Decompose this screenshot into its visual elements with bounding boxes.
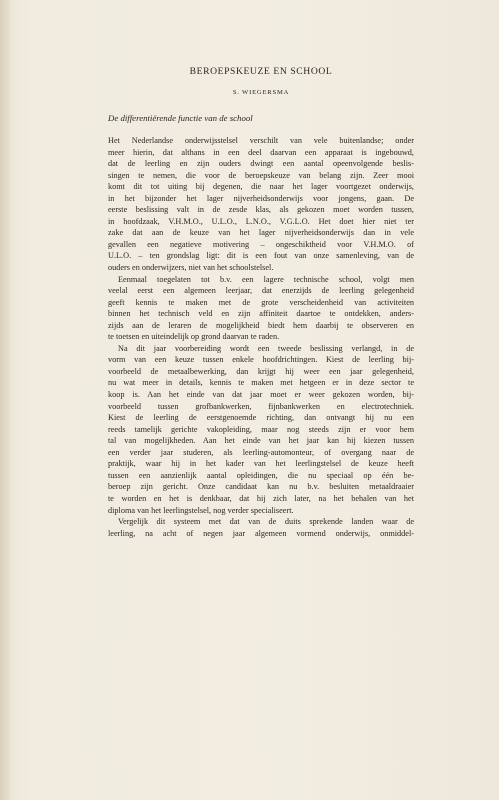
text-line: U.L.O. – ten grondslag ligt: dit is een fout van onze samenleving, van de	[108, 251, 414, 261]
text-line: reeds tamelijk gerichte vakopleiding, maar nog steeds zijn er voor hem	[108, 424, 414, 434]
article-author: S. WIEGERSMA	[232, 89, 290, 96]
text-line: diploma van het leerlingstelsel, nog verder specialiseert.	[108, 505, 294, 515]
text-line: Eenmaal toegelaten tot b.v. een lagere technische school, volgt men	[118, 274, 414, 284]
text-line: te toetsen en uiteindelijk op grond daarvan te raden.	[108, 332, 280, 342]
text-line: in hoofdzaak, V.H.M.O., U.L.O., L.N.O., V.G.L.O. Het doet hier niet ter	[108, 216, 414, 226]
page-fold-shadow	[0, 0, 10, 800]
paragraph	[108, 274, 414, 343]
text-line: in het bijzonder het lager nijverheidsonderwijs voor jongens, gaan. De	[108, 193, 414, 203]
paragraph	[108, 516, 414, 539]
text-line: voorbeeld tussen grofbankwerken, fijnbankwerken en electrotechniek.	[108, 401, 414, 411]
text-line: Kiest de leerling de eerstgenoemde richting, dan ontvangt hij nu een	[108, 413, 414, 423]
text-line: zijds aan de leraren de mogelijkheid biedt hem daarbij te observeren en	[108, 320, 414, 330]
article-title: BEROEPSKEUZE EN SCHOOL	[189, 66, 333, 77]
text-line: geeft kennis te maken met de grote verscheidenheid van activiteiten	[108, 297, 414, 307]
text-line: veelal eerst een algemeen leerjaar, dat enerzijds de leerling gelegenheid	[108, 286, 414, 296]
paragraph	[108, 135, 414, 274]
text-line: nu wat meer in details, kennis te maken met hetgeen er in deze sector te	[108, 378, 414, 388]
text-line: te worden en het is denkbaar, dat hij zich later, na het behalen van het	[108, 493, 414, 503]
text-line: beroep zijn gericht. Onze candidaat kan nu b.v. besluiten metaaldraaier	[108, 482, 414, 492]
body-text	[108, 135, 414, 539]
text-line: Vergelijk dit systeem met dat van de duits sprekende landen waar de	[118, 517, 414, 527]
text-line: Na dit jaar voorbereiding wordt een tweede beslissing verlangd, in de	[118, 343, 414, 353]
text-line: praktijk, waar hij in het kader van het leerlingstelsel de keuze heeft	[108, 459, 414, 469]
section-heading: De differentiërende functie van de school	[108, 113, 253, 123]
text-line: voorbeeld de metaalbewerking, dan krijgt hij weer een jaar gelegenheid,	[108, 366, 414, 376]
text-line: vorm van een keuze tussen enkele hoofdrichtingen. Kiest de leerling bij-	[108, 355, 414, 365]
text-line: eerste beslissing valt in de zesde klas, als gekozen moet worden tussen,	[108, 205, 414, 215]
text-line: singen te nemen, die voor de beroepskeuze van belang zijn. Zeer mooi	[108, 170, 414, 180]
text-line: meer hierin, dat althans in een deel daarvan een apparaat is ingebouwd,	[108, 147, 414, 157]
text-line: gevallen een negatieve motivering – ongeschiktheid voor V.H.M.O. of	[108, 239, 414, 249]
text-line: leerling, na acht of negen jaar algemeen vormend onderwijs, onmiddel-	[108, 528, 414, 538]
text-line: binnen het technisch veld en zijn affiniteit daartoe te ontdekken, anders-	[108, 309, 414, 319]
page-content	[108, 66, 414, 539]
text-line: zake dat aan de keuze van het lager nijverheidsonderwijs dan in vele	[108, 228, 414, 238]
paragraph	[108, 343, 414, 516]
text-line: koop is. Aan het einde van dat jaar moet er weer gekozen worden, bij-	[108, 390, 414, 400]
text-line: een verder jaar studeren, als leerling-automonteur, of overgang naar de	[108, 447, 414, 457]
text-line: tussen een aanzienlijk aantal opleidingen, die nu speciaal op één be-	[108, 470, 414, 480]
text-line: ouders en onderwijzers, niet van het schoolstelsel.	[108, 263, 274, 273]
text-line: komt dit tot uiting bij degenen, die naar het lager voortgezet onderwijs,	[108, 182, 414, 192]
text-line: dat de leerling en zijn ouders dwingt een aantal opeenvolgende beslis-	[108, 159, 414, 169]
text-line: tal van mogelijkheden. Aan het einde van het jaar kan hij kiezen tussen	[108, 436, 414, 446]
text-line: Het Nederlandse onderwijsstelsel verschilt van vele buitenlandse; onder	[108, 136, 414, 145]
